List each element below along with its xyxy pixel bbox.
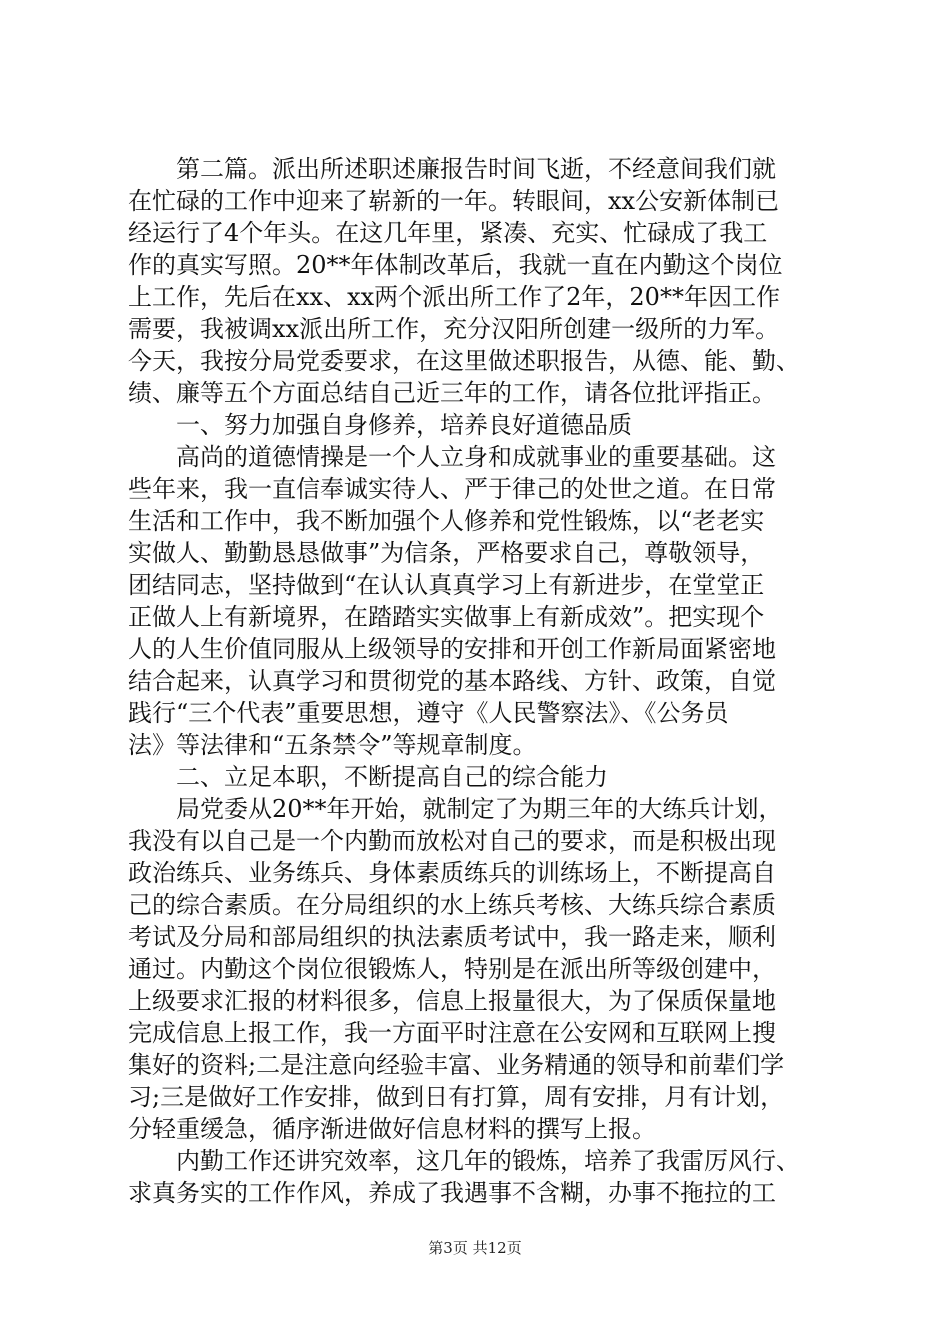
text-line: 上工作，先后在xx、xx两个派出所工作了2年，20**年因工作 xyxy=(128,283,780,311)
text-line: 人的人生价值同服从上级领导的安排和开创工作新局面紧密地 xyxy=(128,635,776,663)
text-line: 考试及分局和部局组织的执法素质考试中，我一路走来，顺利 xyxy=(128,923,776,951)
text-line: 上级要求汇报的材料很多，信息上报量很大，为了保质保量地 xyxy=(128,987,776,1015)
text-line: 集好的资料;二是注意向经验丰富、业务精通的领导和前辈们学 xyxy=(128,1051,785,1079)
text-line: 局党委从20**年开始，就制定了为期三年的大练兵计划， xyxy=(128,795,783,823)
text-line: 二、立足本职，不断提高自己的综合能力 xyxy=(128,763,608,791)
text-line: 习;三是做好工作安排，做到日有打算，周有安排，月有计划， xyxy=(128,1083,785,1111)
text-line: 己的综合素质。在分局组织的水上练兵考核、大练兵综合素质 xyxy=(128,891,776,919)
text-line: 正做人上有新境界，在踏踏实实做事上有新成效”。把实现个 xyxy=(128,603,765,631)
text-line: 在忙碌的工作中迎来了崭新的一年。转眼间，xx公安新体制已 xyxy=(128,187,780,215)
text-line: 团结同志，坚持做到“在认认真真学习上有新进步，在堂堂正 xyxy=(128,571,765,599)
text-line: 通过。内勤这个岗位很锻炼人，特别是在派出所等级创建中， xyxy=(128,955,776,983)
text-line: 些年来，我一直信奉诚实待人、严于律己的处世之道。在日常 xyxy=(128,475,776,503)
text-line: 政治练兵、业务练兵、身体素质练兵的训练场上，不断提高自 xyxy=(128,859,776,887)
text-line: 经运行了4个年头。在这几年里，紧凑、充实、忙碌成了我工 xyxy=(128,219,768,247)
text-line: 完成信息上报工作，我一方面平时注意在公安网和互联网上搜 xyxy=(128,1019,776,1047)
text-line: 作的真实写照。20**年体制改革后，我就一直在内勤这个岗位 xyxy=(128,251,783,279)
text-line: 今天，我按分局党委要求，在这里做述职报告，从德、能、勤、 xyxy=(128,347,800,375)
document-body xyxy=(128,153,828,1209)
text-line: 高尚的道德情操是一个人立身和成就事业的重要基础。这 xyxy=(128,443,776,471)
text-line: 绩、廉等五个方面总结自己近三年的工作，请各位批评指正。 xyxy=(128,379,776,407)
text-line: 第二篇。派出所述职述廉报告时间飞逝，不经意间我们就 xyxy=(128,155,776,183)
page-footer: 第3页 共12页 xyxy=(428,1239,522,1257)
text-line: 一、努力加强自身修养，培养良好道德品质 xyxy=(128,411,632,439)
text-line: 需要，我被调xx派出所工作，充分汉阳所创建一级所的力军。 xyxy=(128,315,780,343)
text-line: 结合起来，认真学习和贯彻党的基本路线、方针、政策，自觉 xyxy=(128,667,776,695)
text-line: 践行“三个代表”重要思想，遵守《人民警察法》、《公务员 xyxy=(128,699,729,727)
text-line: 法》等法律和“五条禁令”等规章制度。 xyxy=(128,731,537,759)
text-line: 我没有以自己是一个内勤而放松对自己的要求，而是积极出现 xyxy=(128,827,776,855)
text-line: 分轻重缓急，循序渐进做好信息材料的撰写上报。 xyxy=(128,1115,656,1143)
text-line: 生活和工作中，我不断加强个人修养和党性锻炼，以“老老实 xyxy=(128,507,765,535)
text-line: 求真务实的工作作风，养成了我遇事不含糊，办事不拖拉的工 xyxy=(128,1179,776,1207)
text-line: 内勤工作还讲究效率，这几年的锻炼，培养了我雷厉风行、 xyxy=(128,1147,800,1175)
text-line: 实做人、勤勤恳恳做事”为信条，严格要求自己，尊敬领导， xyxy=(128,539,765,567)
